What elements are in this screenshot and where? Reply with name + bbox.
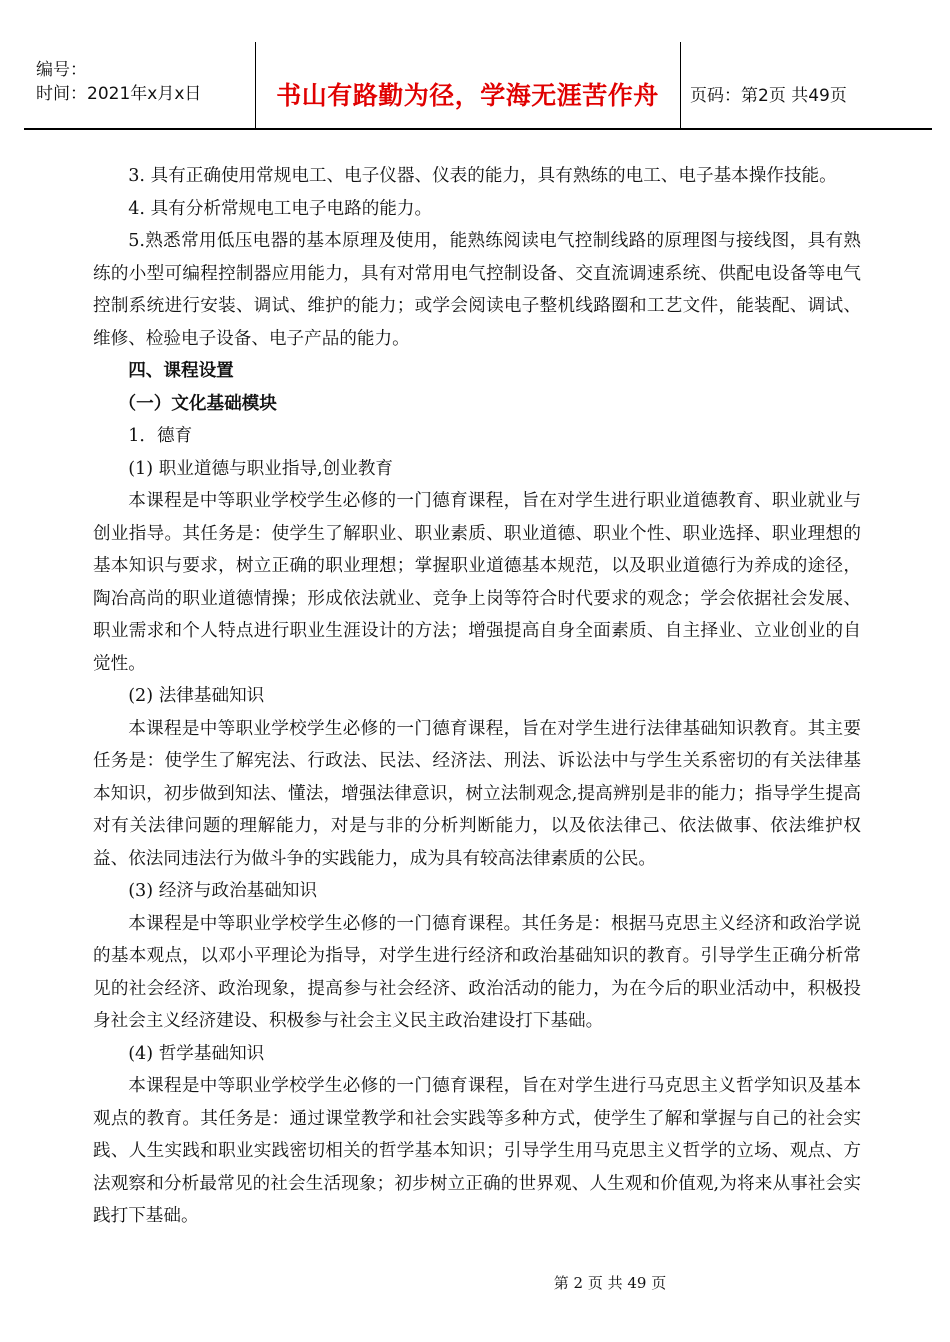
course-3-title: (3) 经济与政治基础知识	[128, 881, 318, 901]
document-body	[93, 160, 861, 1233]
page-header	[24, 42, 932, 128]
header-rule	[24, 128, 932, 130]
course-4-title: (4) 哲学基础知识	[128, 1043, 265, 1064]
course-4-text: 本课程是中等职业学校学生必修的一门德育课程，旨在对学生进行马克思主义哲学知识及基本观点的教育。其任务是：通过课堂教学和社会实践等多种方式，使学生了解和掌握与自己的社会实践、人生实践和职业实践密切相关的哲学基本知识；引导学生用马克思主义哲学的立场、观点、方法观察和分析最常见的社会生活现象；初步树立正确的世界观、人生观和价值观,为将来从事社会实践打下基础。	[93, 1076, 861, 1226]
ability-item-4: 4. 具有分析常规电工电子电路的能力。	[128, 198, 433, 219]
ability-item-5: 5.熟悉常用低压电器的基本原理及使用，能熟练阅读电气控制线路的原理图与接线图，具有熟练的小型可编程控制器应用能力，具有对常用电气控制设备、交直流调速系统、供配电设备等电气控制系统进行安装、调试、维护的能力；或学会阅读电子整机线路圈和工艺文件，能装配、调试、维修、检验电子设备、电子产品的能力。	[93, 231, 861, 349]
course-2-title: (2) 法律基础知识	[128, 686, 265, 706]
header-page-label: 页码：第2页 共49页	[690, 86, 847, 106]
page-footer: 第 2 页 共 49 页	[553, 1274, 667, 1292]
course-3-text: 本课程是中等职业学校学生必修的一门德育课程。其任务是：根据马克思主义经济和政治学说的基本观点，以邓小平理论为指导，对学生进行经济和政治基础知识的教育。引导学生正确分析常见的社会经济、政治现象，提高参与社会经济、政治活动的能力，为在今后的职业活动中，积极投身社会主义经济建设、积极参与社会主义民主政治建设打下基础。	[93, 913, 861, 1031]
header-motto: 书山有路勤为径，学海无涯苦作舟	[276, 81, 659, 110]
subsection-heading: 1．德育	[128, 426, 193, 446]
time-label: 时间：2021年x月x日	[36, 84, 202, 104]
header-meta	[36, 58, 201, 106]
ability-item-3: 3. 具有正确使用常规电工、电子仪器、仪表的能力，具有熟练的电工、电子基本操作技能。	[128, 166, 837, 186]
section-heading: 四、课程设置	[128, 361, 234, 381]
course-1-title: (1) 职业道德与职业指导,创业教育	[128, 458, 394, 479]
module-heading: （一）文化基础模块	[118, 393, 277, 414]
header-divider-right	[680, 42, 681, 128]
serial-label: 编号：	[36, 60, 87, 80]
course-1-text: 本课程是中等职业学校学生必修的一门德育课程，旨在对学生进行职业道德教育、职业就业与创业指导。其任务是：使学生了解职业、职业素质、职业道德、职业个性、职业选择、职业理想的基本知识与要求，树立正确的职业理想；掌握职业道德基本规范，以及职业道德行为养成的途径，陶冶高尚的职业道德情操；形成依法就业、竞争上岗等符合时代要求的观念；学会依据社会发展、职业需求和个人特点进行职业生涯设计的方法；增强提高自身全面素质、自主择业、立业创业的自觉性。	[93, 491, 861, 674]
course-2-text: 本课程是中等职业学校学生必修的一门德育课程，旨在对学生进行法律基础知识教育。其主要任务是：使学生了解宪法、行政法、民法、经济法、刑法、诉讼法中与学生关系密切的有关法律基本知识，初步做到知法、懂法，增强法律意识，树立法制观念,提高辨别是非的能力；指导学生提高对有关法律问题的理解能力，对是与非的分析判断能力，以及依法律己、依法做事、依法维护权益、依法同违法行为做斗争的实践能力，成为具有较高法律素质的公民。	[93, 718, 861, 869]
